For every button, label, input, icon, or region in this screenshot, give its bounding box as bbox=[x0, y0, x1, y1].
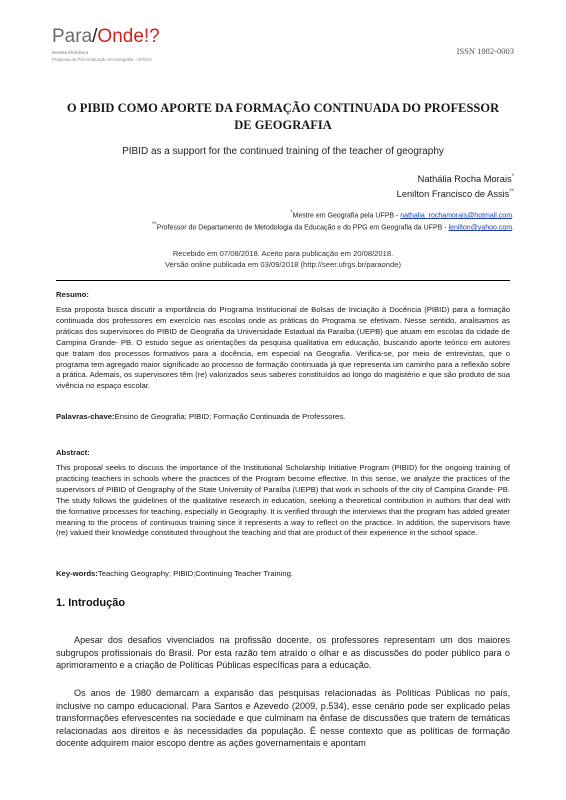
keywords-text: Teaching Geography; PIBID;Continuing Teacher Training. bbox=[97, 569, 294, 578]
article-title: O PIBID COMO APORTE DA FORMAÇÃO CONTINUADA DO PROFESSOR DE GEOGRAFIA bbox=[66, 101, 500, 132]
author-name: Lenilton Francisco de Assis bbox=[396, 189, 510, 200]
section-heading: 1. Introdução bbox=[56, 597, 126, 609]
author-name: Nathália Rocha Morais bbox=[417, 174, 512, 185]
affiliation-mark: * bbox=[290, 210, 293, 216]
affiliation-mark: ** bbox=[152, 222, 157, 228]
affiliation-end: . bbox=[512, 212, 514, 220]
abstract-keywords bbox=[56, 569, 510, 580]
abstract-text: This proposal seeks to discuss the importance of the Institutional Scholarship Initiative Program (PIBID) for the ongoing training of practicing teachers in schools where the practices of the Program become effective. In this sense, we analyze the practices of the supervisors of PIBID of Geography of the State University of Paraíba (UEPB) that work in schools of the city of Campina Grande- PB. The study follows the guidelines of the qualitative research in education, seeking a theoretical contribution in authors that deal with the formative processes for teaching, especially in Geography. It is verified through the interviews that the program has added greater meaning to the process of continuous training since it represents a way to reflect on the practice. In addition, the supervisors have (re) valued their knowledge constituted throughout the teaching and that are product of their experience in the school space. bbox=[56, 463, 510, 538]
affiliation-1 bbox=[290, 210, 514, 219]
author-mark: ** bbox=[509, 189, 514, 195]
keywords-text: Ensino de Geografia; PIBID; Formação Continuada de Professores. bbox=[114, 412, 346, 421]
keywords-label: Key-words: bbox=[56, 569, 98, 578]
keywords-label: Palavras-chave: bbox=[56, 412, 115, 421]
author-2 bbox=[397, 189, 514, 199]
affiliation-end: . bbox=[512, 224, 514, 232]
logo-para: Para bbox=[52, 26, 93, 47]
divider bbox=[56, 280, 510, 281]
issn-label: ISSN 1982-0003 bbox=[456, 46, 514, 56]
affiliation-text: Professor do Departamento de Metodologia da Educação e do PPG em Geografia da UFPB - bbox=[156, 224, 449, 232]
logo-onde: Onde!? bbox=[97, 26, 160, 47]
resumo-keywords bbox=[56, 412, 510, 423]
abstract-heading: Abstract: bbox=[56, 448, 90, 457]
online-date: Versão online publicada em 03/09/2018 (http://seer.ufrgs.br/paraonde) bbox=[165, 260, 401, 269]
affiliation-2 bbox=[152, 222, 514, 231]
author-1 bbox=[418, 174, 514, 184]
email-link[interactable]: nathalia_rochamorais@hotmail.com bbox=[400, 212, 513, 220]
affiliation-text: Mestre em Geografia pela UFPB - bbox=[292, 212, 401, 220]
resumo-heading: Resumo: bbox=[56, 290, 89, 299]
logo-wordmark: Para/Onde!? bbox=[52, 26, 160, 47]
journal-logo bbox=[52, 24, 192, 68]
logo-subtitle: Revista Eletrônica bbox=[52, 50, 89, 55]
resumo-text: Esta proposta busca discutir a importância do Programa Institucional de Bolsas de Iniciação à Docência (PIBID) para a formação continuada dos professores em exercício nas escolas onde as práticas do Programa se efetivam. Nesse sentido, analisamos as práticas dos supervisores do PIBID de Geografia da Universidade Estadual da Paraíba (UEPB) que atuam em escolas da cidade de Campina Grande- PB. O estudo segue as orientações da pesquisa qualitativa em educação, buscando aporte teórico em autores que tratam dos processos formativos para a docência, em especial na Geografia. Verifica-se, por meio de entrevistas, que o programa tem agregado maior significado ao processo de formação continuada já que representa um caminho para a reflexão sobre a prática. Ademais, os supervisores têm (re) valorizados seus saberes constituídos ao longo do magistério e que são produto de sua vivência no espaço escolar. bbox=[56, 305, 510, 391]
author-mark: * bbox=[511, 174, 514, 180]
email-link[interactable]: lenilton@yahoo.com bbox=[448, 224, 513, 232]
article-subtitle: PIBID as a support for the continued training of the teacher of geography bbox=[122, 146, 444, 157]
logo-program: Programa de Pós-Graduação em Geografia - UFRGS bbox=[52, 57, 152, 62]
paragraph: Apesar dos desafios vivenciados na profissão docente, os professores representam um dos maiores subgrupos profissionais do Brasil. Por esta razão tem atraído o olhar e as discussões do poder público para o aprimoramento e a criação de Políticas Públicas específicas para a educação. bbox=[56, 635, 510, 671]
paragraph: Os anos de 1980 demarcam a expansão das pesquisas relacionadas às Políticas Públicas no país, inclusive no campo educacional. Para Santos e Azevedo (2009, p.534), esse cenário pode ser explicado pelas transformações efervescentes na sociedade e que culminam na ênfase de discussões que tratem de temáticas relacionadas aos direitos e às necessidades da população. É nesse contexto que as políticas de formação docente adquirem maior escopo dentre as ações governamentais e apontam bbox=[56, 688, 510, 749]
received-date: Recebido em 07/08/2018. Aceito para publicação em 20/08/2018. bbox=[172, 249, 394, 258]
